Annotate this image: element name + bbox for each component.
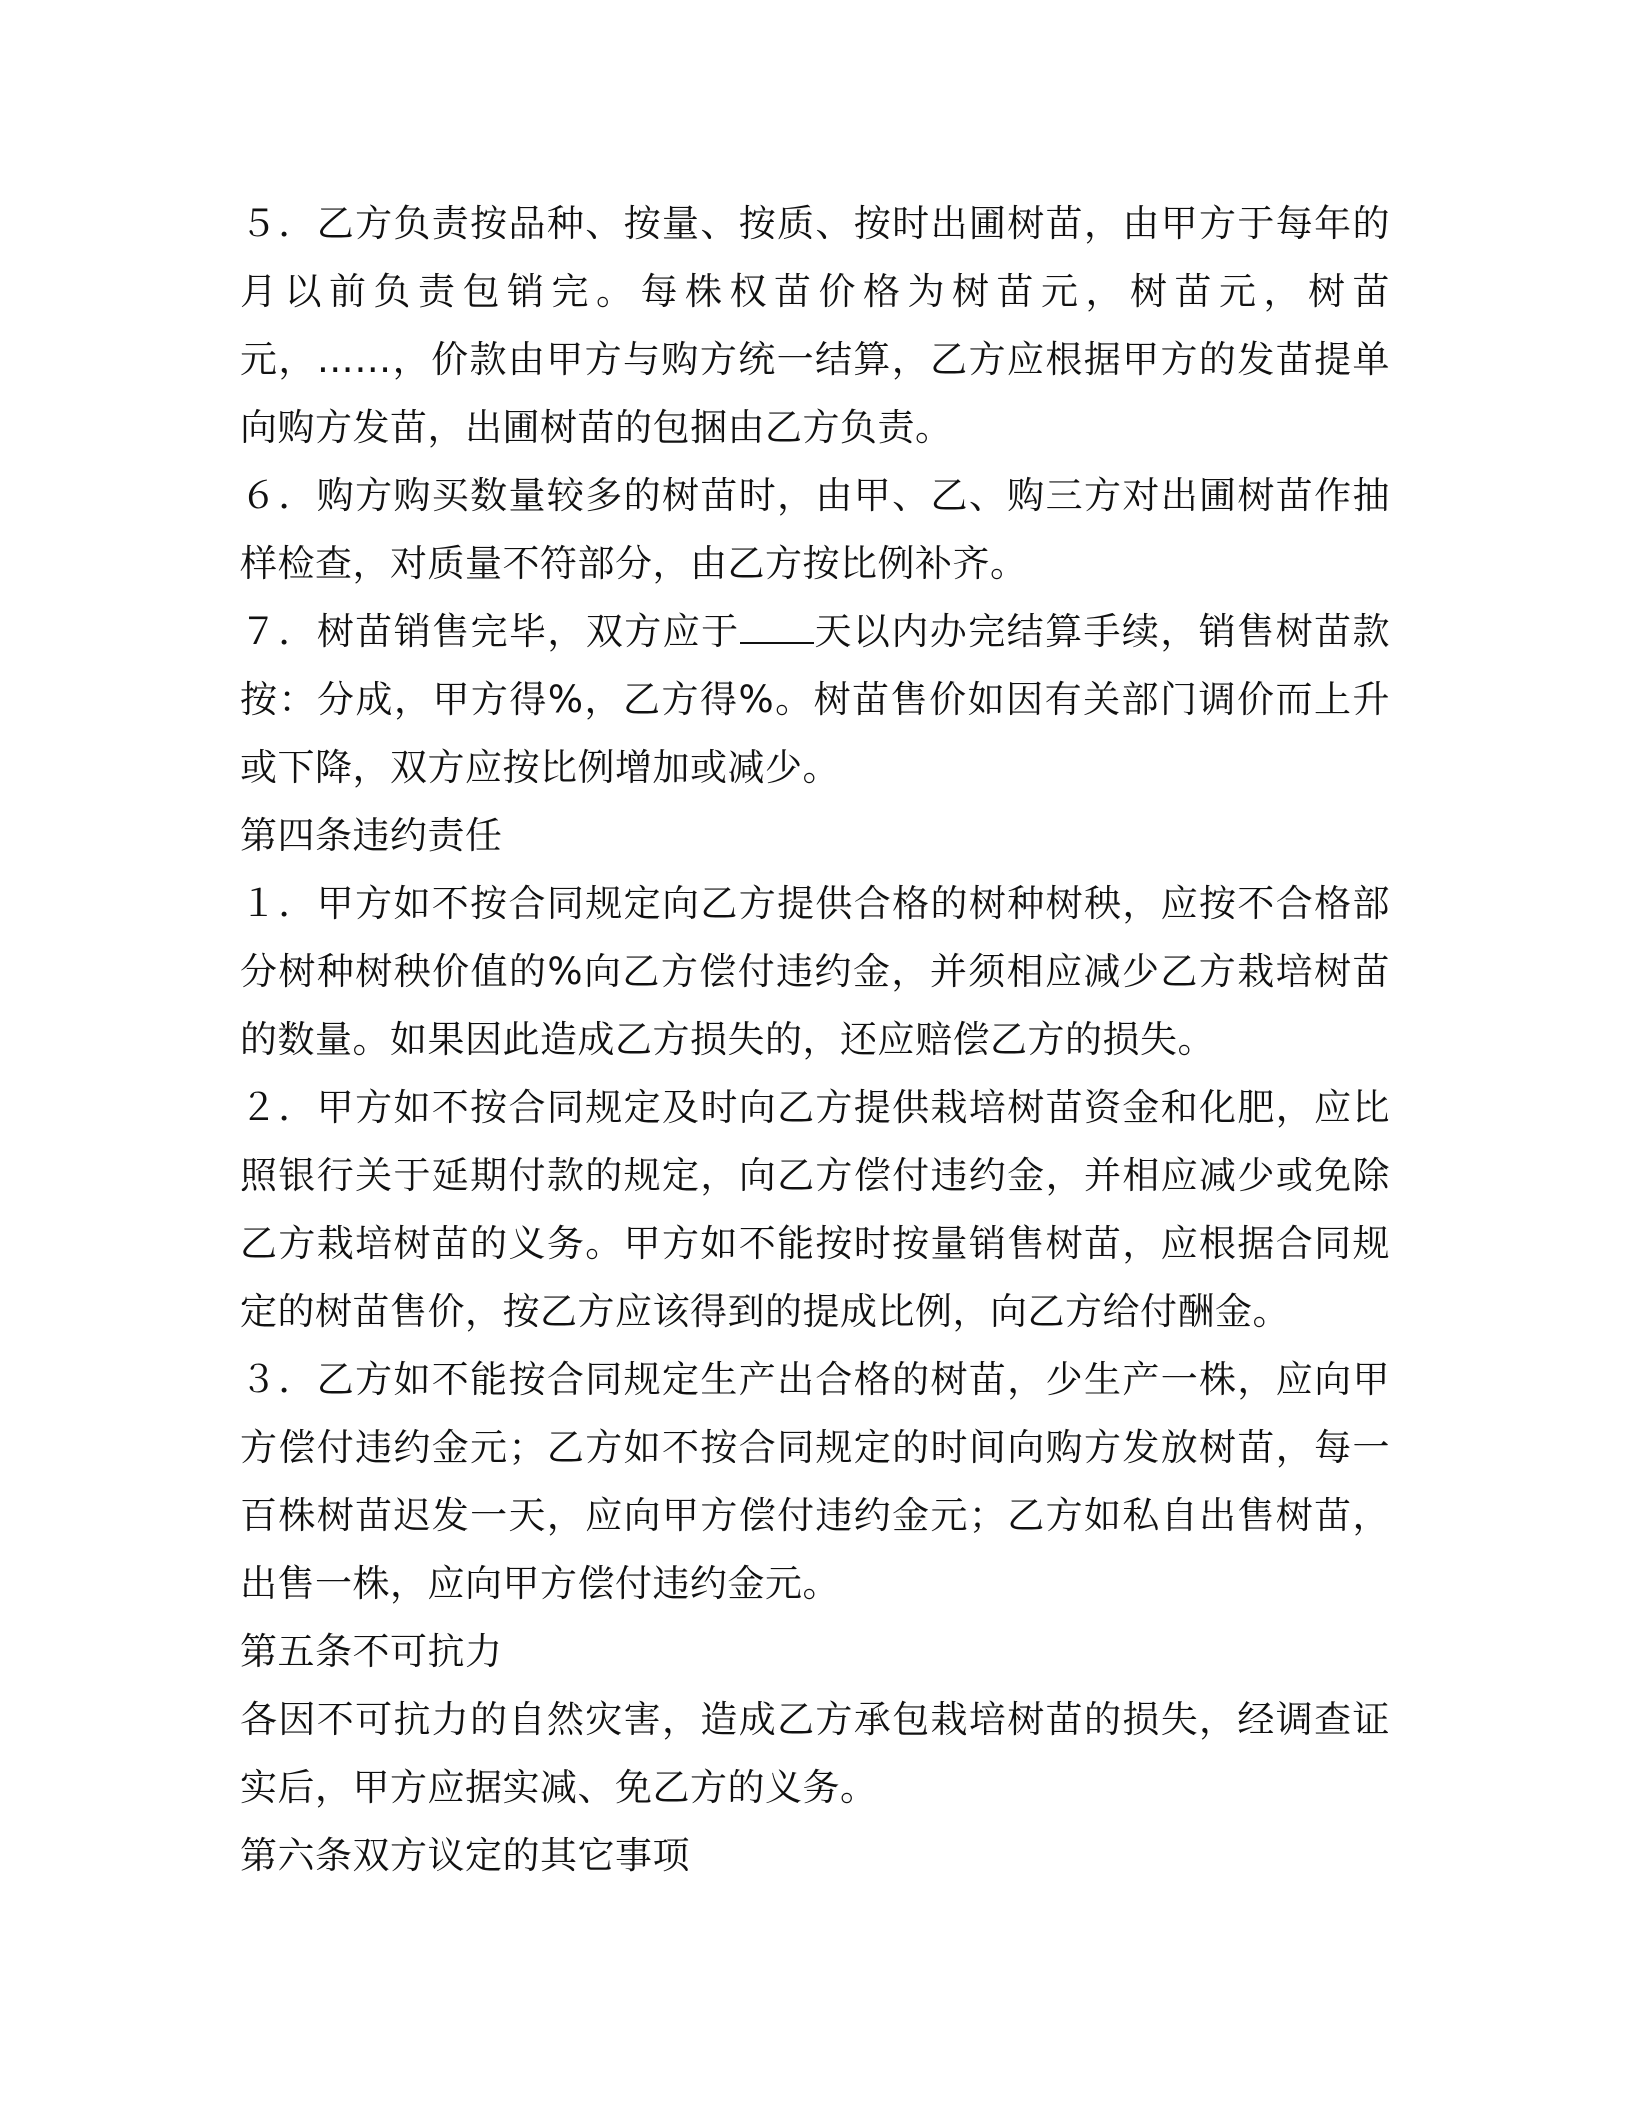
section-heading: 第五条不可抗力: [240, 1630, 503, 1673]
clause-paragraph: ５．乙方负责按品种、按量、按质、按时出圃树苗，由甲方于每年的月以前负责包销完。每株权苗价格为树苗元，树苗元，树苗元，……，价款由甲方与购方统一结算，乙方应根据甲方的发苗提单向购方发苗，出圃树苗的包捆由乙方负责。: [240, 202, 1390, 449]
document-body: [240, 190, 1390, 1890]
clause-paragraph: ６．购方购买数量较多的树苗时，由甲、乙、购三方对出圃树苗作抽样检查，对质量不符部分，由乙方按比例补齐。: [240, 474, 1390, 585]
clause-paragraph-with-blank: [240, 598, 1390, 802]
clause-paragraph: ２．甲方如不按合同规定及时向乙方提供栽培树苗资金和化肥，应比照银行关于延期付款的规定，向乙方偿付违约金，并相应减少或免除乙方栽培树苗的义务。甲方如不能按时按量销售树苗，应根据合同规定的树苗售价，按乙方应该得到的提成比例，向乙方给付酬金。: [240, 1086, 1390, 1333]
clause-paragraph: 各因不可抗力的自然灾害，造成乙方承包栽培树苗的损失，经调查证实后，甲方应据实减、免乙方的义务。: [240, 1698, 1390, 1809]
clause-paragraph: ３．乙方如不能按合同规定生产出合格的树苗，少生产一株，应向甲方偿付违约金元；乙方如不按合同规定的时间向购方发放树苗，每一百株树苗迟发一天，应向甲方偿付违约金元；乙方如私自出售树苗，出售一株，应向甲方偿付违约金元。: [240, 1358, 1390, 1605]
section-heading: 第四条违约责任: [240, 814, 503, 857]
clause-paragraph: １．甲方如不按合同规定向乙方提供合格的树种树秧，应按不合格部分树种树秧价值的%向乙方偿付违约金，并须相应减少乙方栽培树苗的数量。如果因此造成乙方损失的，还应赔偿乙方的损失。: [240, 882, 1390, 1061]
section-heading: 第六条双方议定的其它事项: [240, 1834, 690, 1877]
clause-text-before-blank: ７．树苗销售完毕，双方应于: [240, 610, 740, 653]
fill-in-blank: [740, 612, 814, 644]
clause-text-after-blank: 天以内办完结算手续，销售树苗款按：分成，甲方得%，乙方得%。树苗售价如因有关部门调价而上升或下降，双方应按比例增加或减少。: [240, 610, 1391, 789]
